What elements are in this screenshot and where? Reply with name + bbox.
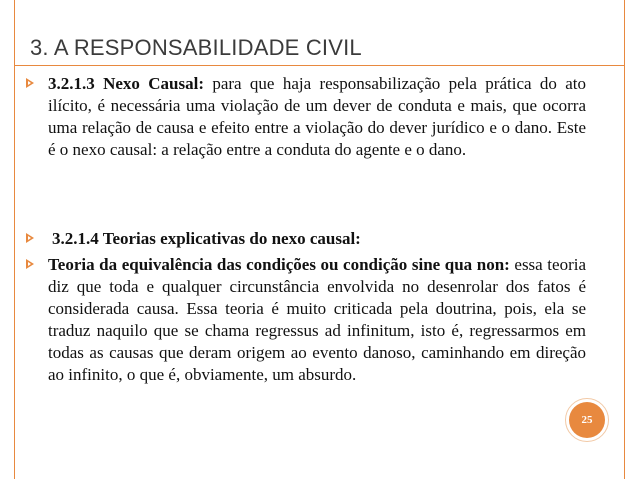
bullet-arrow-icon	[26, 78, 34, 88]
bullet-heading: 3.2.1.3 Nexo Causal:	[48, 74, 204, 93]
bullet-arrow-icon	[26, 259, 34, 269]
bullet-item-teoria-equivalencia	[26, 254, 586, 414]
title-divider	[14, 65, 625, 66]
bullet-body: essa teoria diz que toda e qualquer circunstância envolvida no desenrolar dos fatos é considerada causa. Essa teoria é muito criticada pela doutrina, pois, ela se traduz naquilo que se chama regressus ad infinitum, isto é, regressarmos em todas as causas que deram origem ao evento danoso, caminhando em direção ao infinito, o que é, obviamente, um absurdo.	[48, 255, 586, 384]
bullet-item-nexo-causal	[26, 73, 586, 193]
bullet-body: para que haja responsabilização pela prática do ato ilícito, é necessária uma violação de um dever de conduta e mais, que ocorra uma relação de causa e efeito entre a violação do dever jurídico e o dano. Este é o nexo causal: a relação entre a conduta do agente e o dano.	[48, 74, 586, 159]
bullet-item-teorias	[26, 228, 586, 252]
slide-title: 3. A RESPONSABILIDADE CIVIL	[30, 35, 362, 60]
bullet-heading: Teoria da equivalência das condições ou condição sine qua non:	[48, 255, 510, 274]
bullet-arrow-icon	[26, 233, 34, 243]
page-number-badge: 25	[569, 402, 605, 438]
bullet-heading: 3.2.1.4 Teorias explicativas do nexo causal:	[52, 229, 361, 248]
bullet-text	[52, 228, 590, 250]
bullet-text	[48, 73, 586, 161]
bullet-text	[48, 254, 586, 386]
